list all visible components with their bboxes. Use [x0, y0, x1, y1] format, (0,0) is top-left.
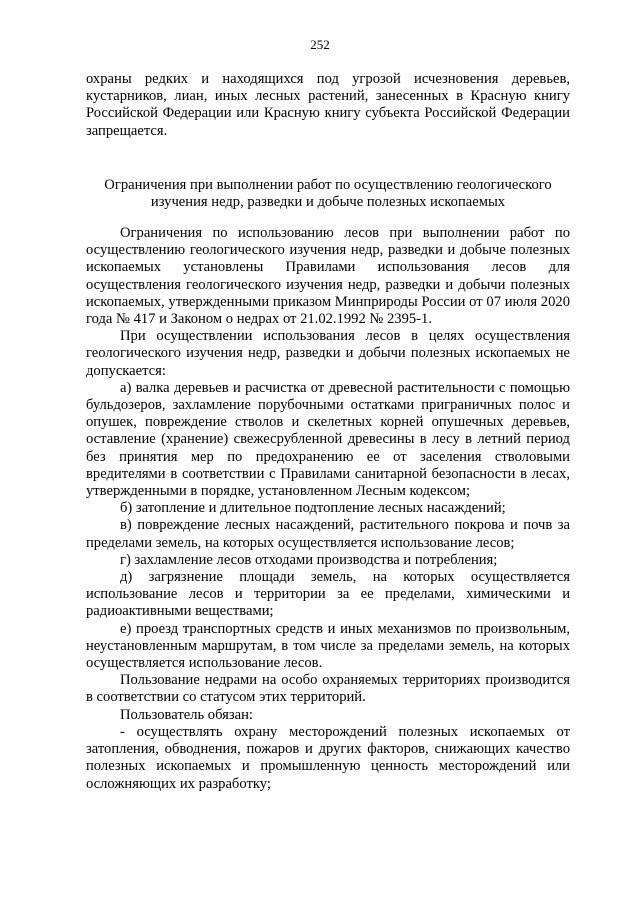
section-heading: Ограничения при выполнении работ по осуществлению геологического изучения недр, разведки и добыче полезных ископаемых — [104, 177, 552, 211]
main-text-block — [86, 225, 570, 793]
list-item-v: в) повреждение лесных насаждений, растительного покрова и почв за пределами земель, на которых осуществляется использование лесов; — [86, 517, 570, 551]
intro-paragraph: охраны редких и находящихся под угрозой исчезновения деревьев, кустарников, лиан, иных лесных растений, занесенных в Красную книгу Российской Федерации или Красную книгу субъекта Российской Федерации запрещается. — [86, 71, 570, 139]
list-item-a: а) валка деревьев и расчистка от древесной растительности с помощью бульдозеров, захламление порубочными остатками приграничных полос и опушек, повреждение стволов и скелетных корней опушечных деревьев, оставление (хранение) свежесрубленной древесины в лесу в летний период без принятия мер по предохранению ее от заселения стволовыми вредителями в соответствии с Правилами санитарной безопасности в лесах, утвержденными в порядке, установленном Лесным кодексом; — [86, 379, 570, 500]
paragraph-not-allowed-intro: При осуществлении использования лесов в целях осуществления геологического изучения недр, разведки и добычи полезных ископаемых не допускается: — [86, 328, 570, 379]
list-item-e: е) проезд транспортных средств и иных механизмов по произвольным, неустановленным маршрутам, в том числе за пределами земель, на которых осуществляется использование лесов. — [86, 620, 570, 672]
paragraph-restrictions-basis: Ограничения по использованию лесов при выполнении работ по осуществлению геологического изучения недр, разведки и добыче полезных ископаемых установлены Правилами использования лесов для осуществления геологического изучения недр, разведки и добычи полезных ископаемых, утвержденными приказом Минприроды России от 07 июля 2020 года № 417 и Законом о недрах от 21.02.1992 № 2395-1. — [86, 225, 570, 328]
page-number: 252 — [310, 37, 330, 52]
list-item-g: г) захламление лесов отходами производства и потребления; — [120, 551, 498, 568]
list-item-d: д) загрязнение площади земель, на которых осуществляется использование лесов и территории за ее пределами, химическими и радиоактивными веществами; — [86, 569, 570, 620]
intro-block — [86, 71, 570, 140]
list-item-b: б) затопление и длительное подтопление лесных насаждений; — [120, 500, 506, 517]
paragraph-user-obliged: Пользователь обязан: — [120, 706, 253, 723]
paragraph-protected-territories: Пользование недрами на особо охраняемых территориях производится в соответствии со статусом этих территорий. — [86, 672, 570, 706]
obligation-item-protect-deposits: - осуществлять охрану месторождений полезных ископаемых от затопления, обводнения, пожаров и других факторов, снижающих качество полезных ископаемых и промышленную ценность месторождений или осложняющих их разработку; — [86, 723, 570, 792]
